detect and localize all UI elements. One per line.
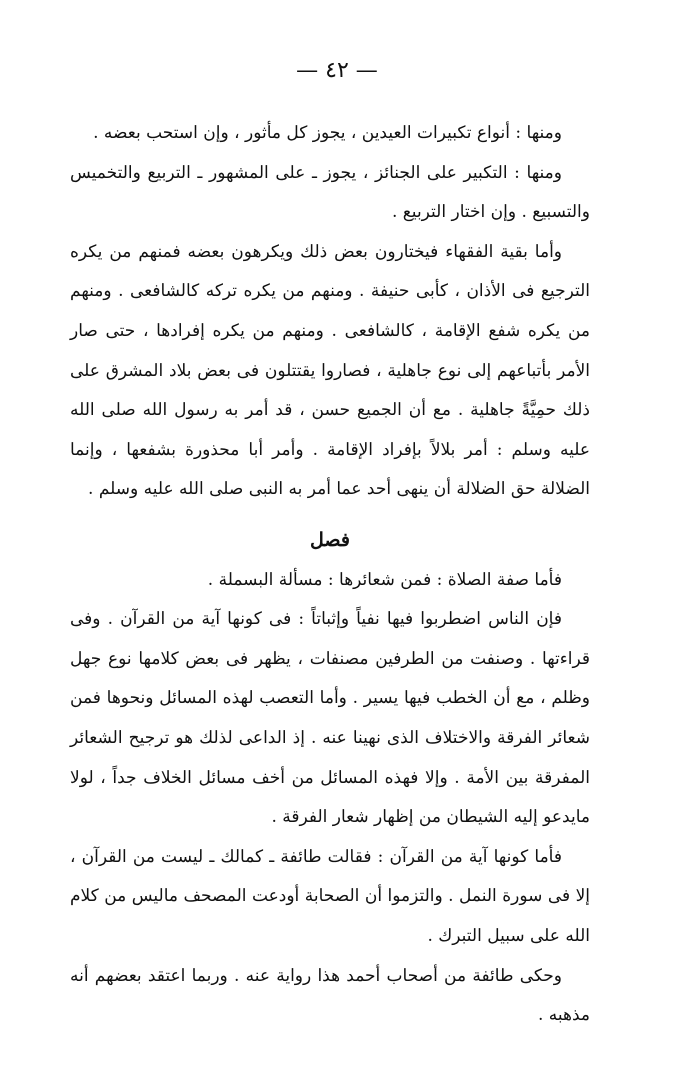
page-number: — ٤٢ —	[296, 58, 378, 83]
paragraph: ومنها : التكبير على الجنائز ، يجوز ـ على المشهور ـ التربيع والتخميس والتسبيع . وإن اختار التربيع .	[70, 162, 590, 223]
text-block-lower	[70, 521, 590, 1036]
paragraph: فأما صفة الصلاة : فمن شعائرها : مسألة البسملة .	[207, 569, 562, 590]
paragraph: وحكى طائفة من أصحاب أحمد هذا رواية عنه . وربما اعتقد بعضهم أنه مذهبه .	[70, 965, 590, 1026]
paragraph: ومنها : أنواع تكبيرات العيدين ، يجوز كل مأثور ، وإن استحب بعضه .	[93, 123, 562, 143]
paragraph: فإن الناس اضطربوا فيها نفياً وإثباتاً : فى كونها آية من القرآن . وفى قراءتها . وصنفت من الطرفين مصنفات ، يظهر فى بعض كلامها نوع جهل وظلم ، مع أن الخطب فيها يسير . وأما التعصب لهذه المسائل ونحوها فمن شعائر الفرقة والاختلاف الذى نهينا عنه . إذ الداعى لذلك هو ترجيح الشعائر المفرقة بين الأمة . وإلا فهذه المسائل من أخف مسائل الخلاف جداً ، لولا مايدعو إليه الشيطان من إظهار شعار الفرقة .	[70, 609, 590, 828]
section-heading: فصل	[310, 529, 350, 551]
text-block-upper	[70, 114, 590, 510]
paragraph: فأما كونها آية من القرآن : فقالت طائفة ـ كمالك ـ ليست من القرآن ، إلا فى سورة النمل . والتزموا أن الصحابة أودعت المصحف ماليس من كلام الله على سبيل التبرك .	[70, 846, 590, 946]
paragraph: وأما بقية الفقهاء فيختارون بعض ذلك ويكرهون بعضه فمنهم من يكره الترجيع فى الأذان ، كأبى حنيفة . ومنهم من يكره تركه كالشافعى . ومنهم من يكره شفع الإقامة ، كالشافعى . ومنهم من يكره إفرادها ، حتى صار الأمر بأتباعهم إلى نوع جاهلية ، فصاروا يقتتلون فى بعض بلاد المشرق على ذلك حمِيَّةً جاهلية . مع أن الجميع حسن ، قد أمر به رسول الله صلى الله عليه وسلم : أمر بلالاً بإفراد الإقامة . وأمر أبا محذورة بشفعها ، وإنما الضلالة حق الضلالة أن ينهى أحد عما أمر به النبى صلى الله عليه وسلم .	[70, 241, 590, 500]
